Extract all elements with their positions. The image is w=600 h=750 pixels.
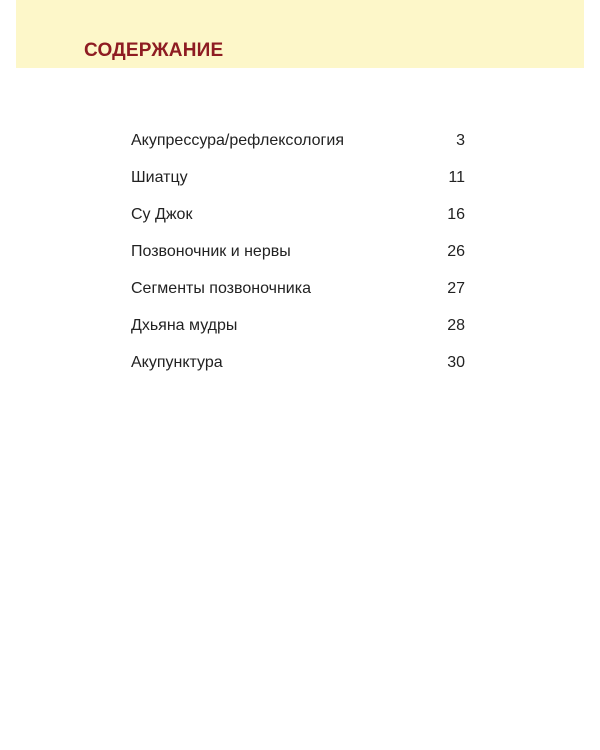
- toc-entry[interactable]: [131, 242, 465, 279]
- toc-entry[interactable]: [131, 353, 465, 390]
- toc-entry[interactable]: [131, 316, 465, 353]
- toc-entry-label: Акупунктура: [131, 354, 223, 371]
- table-of-contents: [131, 131, 465, 390]
- toc-entry-page: 26: [447, 243, 465, 260]
- toc-entry-page: 11: [448, 169, 465, 186]
- toc-entry-label: Шиатцу: [131, 169, 188, 186]
- toc-entry-label: Сегменты позвоночника: [131, 280, 311, 297]
- toc-entry-label: Дхьяна мудры: [131, 317, 238, 334]
- toc-entry-page: 27: [447, 280, 465, 297]
- toc-entry[interactable]: [131, 131, 465, 168]
- toc-entry-page: 30: [447, 354, 465, 371]
- toc-entry-page: 16: [447, 206, 465, 223]
- page-title: СОДЕРЖАНИЕ: [84, 40, 224, 61]
- toc-entry[interactable]: [131, 279, 465, 316]
- toc-entry[interactable]: [131, 168, 465, 205]
- toc-entry-page: 28: [447, 317, 465, 334]
- toc-entry[interactable]: [131, 205, 465, 242]
- toc-entry-label: Позвоночник и нервы: [131, 243, 291, 260]
- toc-entry-label: Су Джок: [131, 206, 193, 223]
- toc-entry-page: 3: [456, 132, 465, 149]
- toc-entry-label: Акупрессура/рефлексология: [131, 132, 344, 149]
